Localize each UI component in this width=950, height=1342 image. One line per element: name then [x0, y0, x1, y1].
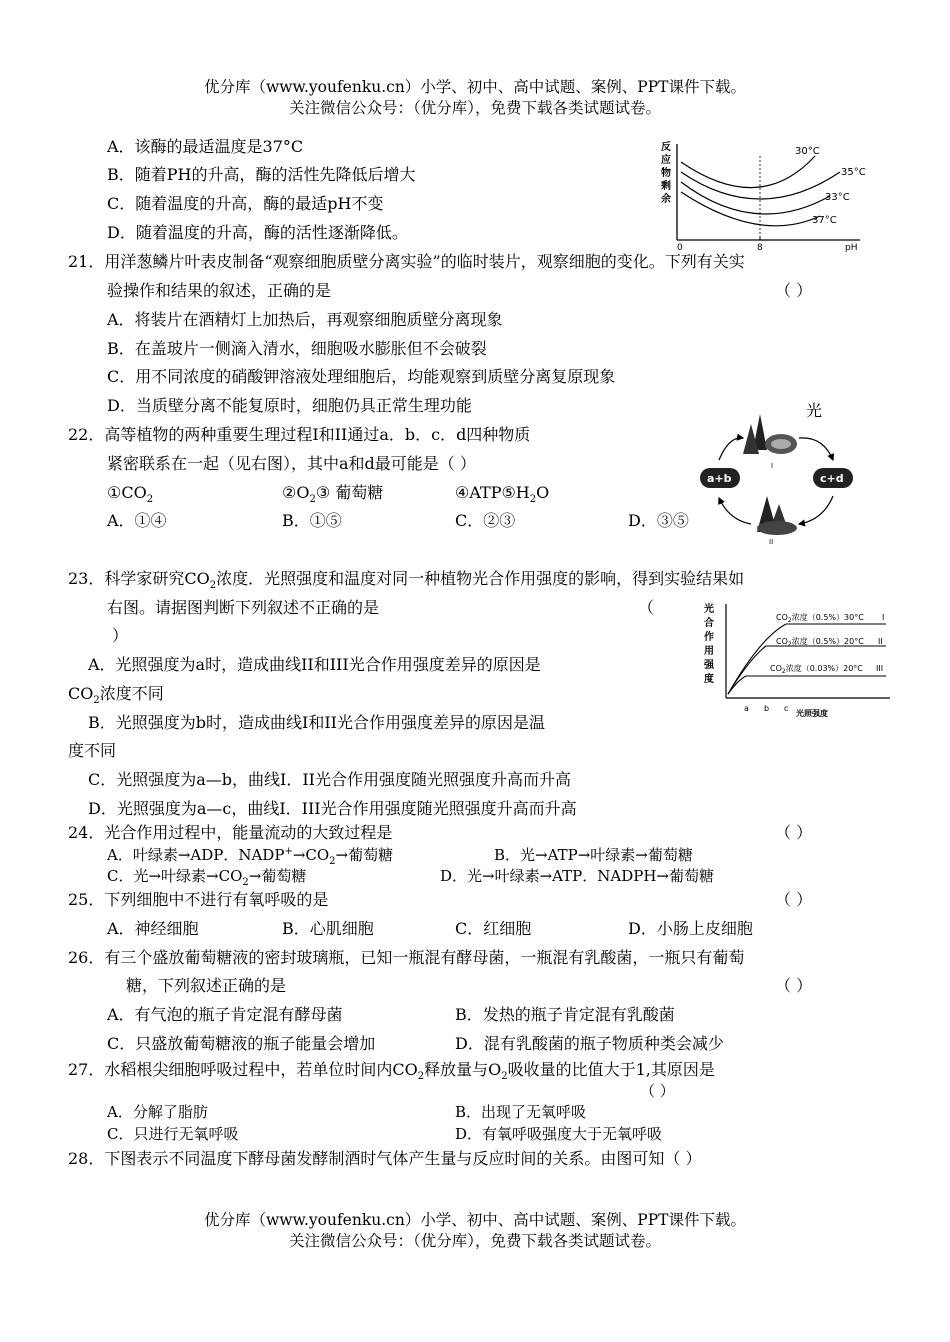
q27-answer-paren: （ ） [640, 1082, 675, 1100]
q23-option-c: C．光照强度为a—b，曲线I．II光合作用强度随光照强度升高而升高 [88, 770, 571, 789]
q20-option-a: A．该酶的最适温度是37°C [107, 137, 304, 156]
q24-option-b: B．光→ATP→叶绿素→葡萄糖 [494, 846, 693, 864]
q24-option-c: C．光→叶绿素$\to CO_2\to$葡萄糖 [107, 867, 307, 888]
q27-option-b: B．出现了无氧呼吸 [455, 1103, 587, 1121]
q21-answer-paren: （ ） [775, 281, 813, 300]
plant-bottom-icon [757, 496, 797, 535]
q20-option-c: C．随着温度的升高，酶的最适pH不变 [107, 194, 384, 213]
q23-curve3-label: $CO_2$浓度（0.03%）20°C [770, 664, 863, 675]
q23-option-a-line2: $CO_2$浓度不同 [68, 684, 164, 707]
q23-photosynthesis-figure [700, 598, 895, 726]
q20-enzyme-figure [655, 136, 870, 254]
q24-answer-paren: （ ） [775, 823, 813, 842]
q21-option-c: C．用不同浓度的硝酸钾溶液处理细胞后，均能观察到质壁分离复原现象 [107, 367, 616, 386]
q26-option-a: A．有气泡的瓶子肯定混有酵母菌 [107, 1005, 343, 1024]
q20-x-label: pH [845, 243, 858, 253]
q27-option-a: A．分解了脂肪 [107, 1103, 208, 1121]
q22-node-right-label: c+d [820, 472, 844, 485]
page-footer-line2: 关注微信公众号：（优分库），免费下载各类试题试卷。 [288, 1232, 661, 1250]
q23-ylabel-4: 用 [704, 646, 714, 657]
q23-curve2-label: $CO_2$浓度（0.5%）20°C [776, 637, 864, 648]
q26-option-c: C．只盛放葡萄糖液的瓶子能量会增加 [107, 1034, 376, 1053]
q23-ylabel-1: 光 [704, 604, 714, 615]
q23-ylabel-2: 合 [704, 618, 714, 629]
q23-curve1-num: I [882, 613, 885, 622]
q20-label-30c: 30°C [795, 146, 820, 157]
q26-option-d: D．混有乳酸菌的瓶子物质种类会减少 [455, 1034, 724, 1053]
q20-x-origin: 0 [677, 243, 683, 253]
q20-option-b: B．随着PH的升高，酶的活性先降低后增大 [107, 165, 416, 184]
q20-ylabel-2: 应 [661, 155, 671, 166]
q26-answer-paren: （ ） [775, 976, 813, 995]
q23-stem-line2: 右图。请据图判断下列叙述不正确的是 [107, 598, 380, 617]
q21-option-a: A．将装片在酒精灯上加热后，再观察细胞质壁分离现象 [107, 310, 503, 329]
q23-curve-3 [728, 676, 886, 694]
q21-stem-line2: 验操作和结果的叙述，正确的是 [107, 281, 332, 300]
q25-option-d: D．小肠上皮细胞 [628, 919, 753, 938]
q22-option-d: D．③⑤ [628, 511, 689, 530]
q26-stem-line1: 26．有三个盛放葡萄糖液的密封玻璃瓶，已知一瓶混有酵母菌，一瓶混有乳酸菌，一瓶只有葡萄 [68, 948, 745, 967]
q23-xtick-a: a [744, 704, 749, 713]
q23-option-a-line1: A．光照强度为a时，造成曲线II和III光合作用强度差异的原因是 [88, 655, 541, 674]
q25-option-c: C．红细胞 [455, 919, 532, 938]
q20-ylabel-3: 物 [661, 168, 671, 179]
q23-xtick-b: b [764, 704, 770, 713]
q22-stem-line2: 紧密联系在一起（见右图），其中a和d最可能是（ ） [107, 454, 476, 473]
q20-label-33c: 33°C [825, 192, 850, 203]
q23-curve3-num: III [876, 664, 884, 673]
q22-label-top: I [771, 462, 774, 470]
q22-item-1: $①CO_2$ [107, 483, 154, 506]
q20-ylabel-1: 反 [661, 142, 671, 153]
q20-label-35c: 35°C [841, 167, 866, 178]
q22-option-b: B．①⑤ [282, 511, 342, 530]
q23-ylabel-5: 强 [704, 660, 714, 671]
page-footer-line1: 优分库（www.youfenku.cn）小学、初中、高中试题、案例、PPT课件下载。 [203, 1211, 747, 1229]
q22-light-label: 光 [806, 401, 823, 420]
q24-stem: 24．光合作用过程中，能量流动的大致过程是 [68, 823, 393, 842]
q22-label-bottom: II [769, 538, 774, 546]
q22-item-4-5: $④ATP⑤H_2O$ [455, 483, 550, 506]
q23-stem-line1: 23．科学家研究$CO_2$浓度．光照强度和温度对同一种植物光合作用强度的影响，得到实验结果如 [68, 569, 745, 592]
q20-option-d: D．随着温度的升高，酶的活性逐渐降低。 [107, 223, 408, 242]
q23-option-b-line1: B．光照强度为b时，造成曲线I和II光合作用强度差异的原因是温 [88, 713, 545, 732]
q21-stem-line1: 21．用洋葱鳞片叶表皮制备“观察细胞质壁分离实验”的临时装片，观察细胞的变化。下列有关实 [68, 252, 745, 271]
q21-option-d: D．当质壁分离不能复原时，细胞仍具正常生理功能 [107, 396, 472, 415]
q23-option-b-line2: 度不同 [68, 741, 117, 760]
q23-curve1-label: $CO_2$浓度（0.5%）30°C [776, 613, 864, 624]
q23-x-label: 光照强度 [796, 709, 828, 718]
page-header-line2: 关注微信公众号：（优分库），免费下载各类试题试卷。 [288, 99, 661, 117]
q22-item-2-3: $②O_2③$ 葡萄糖 [282, 483, 384, 506]
q23-curve-1 [728, 624, 886, 694]
q23-answer-paren-close: ） [112, 626, 129, 645]
q23-answer-paren-open: （ [638, 598, 655, 617]
q22-option-a: A．①④ [107, 511, 167, 530]
q20-curve-30c [681, 156, 815, 188]
q20-ylabel-5: 余 [661, 194, 671, 205]
q22-option-c: C．②③ [455, 511, 516, 530]
q23-curve2-num: II [878, 637, 883, 646]
q26-option-b: B．发热的瓶子肯定混有乳酸菌 [455, 1005, 675, 1024]
q21-option-b: B．在盖玻片一侧滴入清水，细胞吸水膨胀但不会破裂 [107, 339, 487, 358]
plant-top-icon [743, 414, 797, 454]
q20-label-37c: 37°C [812, 215, 837, 226]
q22-stem-line1: 22．高等植物的两种重要生理过程I和II通过a．b．c．d四种物质 [68, 425, 531, 444]
q23-xtick-c: c [784, 704, 789, 713]
q24-option-d: D．光→叶绿素→ATP．NADPH→葡萄糖 [440, 867, 714, 885]
q20-ylabel-4: 剩 [661, 181, 671, 192]
page-header-line1: 优分库（www.youfenku.cn）小学、初中、高中试题、案例、PPT课件下载。 [203, 78, 747, 96]
q23-ylabel-3: 作 [704, 632, 714, 643]
q22-cycle-figure [695, 400, 860, 548]
q26-stem-line2: 糖，下列叙述正确的是 [126, 976, 287, 995]
q23-ylabel-6: 度 [704, 674, 714, 685]
q28-stem: 28．下图表示不同温度下酵母菌发酵制酒时气体产生量与反应时间的关系。由图可知（ ） [68, 1149, 702, 1168]
q27-stem: 27．水稻根尖细胞呼吸过程中，若单位时间内$CO_2$释放量与$O_2$吸收量的比值大于1,其原因是 [68, 1060, 715, 1083]
q25-stem: 25．下列细胞中不进行有氧呼吸的是 [68, 890, 329, 909]
q27-option-d: D．有氧呼吸强度大于无氧呼吸 [455, 1125, 663, 1143]
q24-option-a: A．叶绿素→ADP．$NADP^+\to CO_2\to$葡萄糖 [107, 846, 394, 867]
q27-option-c: C．只进行无氧呼吸 [107, 1125, 239, 1143]
q22-node-left-label: a+b [707, 472, 732, 485]
q25-option-b: B．心肌细胞 [282, 919, 374, 938]
q25-option-a: A．神经细胞 [107, 919, 199, 938]
q20-x-tick: 8 [757, 243, 763, 253]
q25-answer-paren: （ ） [775, 890, 813, 909]
q23-option-d: D．光照强度为a—c，曲线I．III光合作用强度随光照强度升高而升高 [88, 799, 577, 818]
